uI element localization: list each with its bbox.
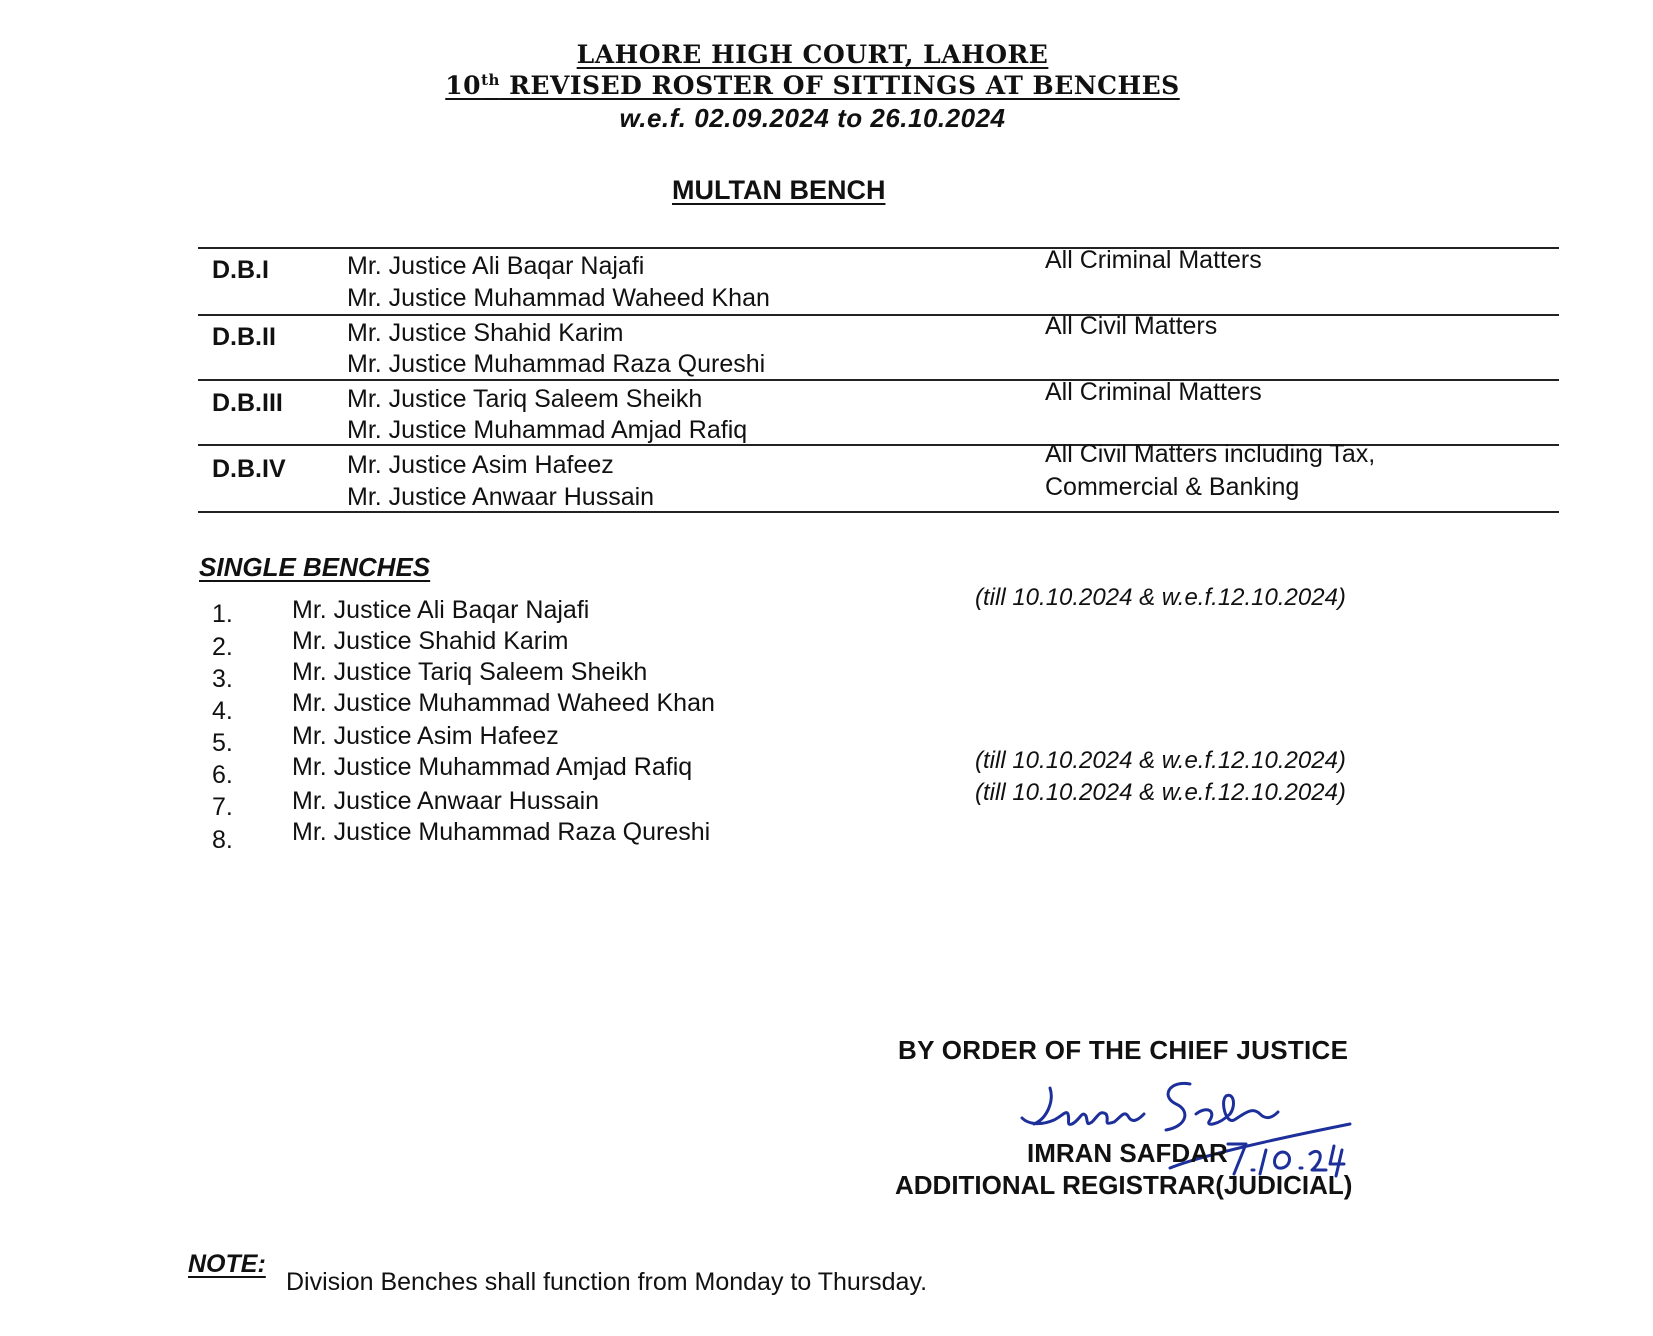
db-judge: Mr. Justice Asim Hafeez [347, 451, 614, 479]
note-label: NOTE: [188, 1250, 266, 1278]
sb-number: 2. [212, 633, 233, 661]
sb-judge: Mr. Justice Ali Baqar Najafi [292, 596, 590, 624]
db-judge: Mr. Justice Shahid Karim [347, 319, 624, 347]
table-rule [198, 247, 1559, 249]
db-code: D.B.III [212, 389, 283, 417]
db-matters: All Civil Matters [1045, 312, 1218, 340]
db-judge: Mr. Justice Anwaar Hussain [347, 483, 655, 511]
sb-judge: Mr. Justice Anwaar Hussain [292, 787, 600, 815]
db-judge: Mr. Justice Ali Baqar Najafi [347, 252, 645, 280]
sb-number: 4. [212, 697, 233, 725]
db-judge: Mr. Justice Muhammad Raza Qureshi [347, 350, 766, 378]
roster-number: 10 [445, 71, 482, 100]
table-rule [198, 379, 1559, 381]
roster-title-text: REVISED ROSTER OF SITTINGS AT BENCHES [499, 71, 1180, 100]
roster-ordinal: th [481, 71, 500, 89]
sb-number: 1. [212, 600, 233, 628]
db-matters: Commercial & Banking [1045, 473, 1300, 501]
db-judge: Mr. Justice Tariq Saleem Sheikh [347, 385, 703, 413]
effective-dates: w.e.f. 02.09.2024 to 26.10.2024 [619, 103, 1006, 133]
single-benches-title: SINGLE BENCHES [199, 552, 431, 582]
court-title: LAHORE HIGH COURT, LAHORE [576, 40, 1049, 69]
db-code: D.B.II [212, 323, 276, 351]
sb-judge: Mr. Justice Muhammad Raza Qureshi [292, 818, 711, 846]
db-matters: All Criminal Matters [1045, 246, 1262, 274]
sb-judge: Mr. Justice Muhammad Amjad Rafiq [292, 753, 693, 781]
sb-number: 7. [212, 793, 233, 821]
db-matters: All Criminal Matters [1045, 378, 1262, 406]
signatory-name: IMRAN SAFDAR [1027, 1138, 1228, 1168]
sb-note: (till 10.10.2024 & w.e.f.12.10.2024) [975, 779, 1346, 806]
sb-judge: Mr. Justice Tariq Saleem Sheikh [292, 658, 648, 686]
bench-title: MULTAN BENCH [672, 175, 886, 205]
order-line: BY ORDER OF THE CHIEF JUSTICE [898, 1035, 1349, 1065]
sb-judge: Mr. Justice Muhammad Waheed Khan [292, 689, 715, 717]
db-judge: Mr. Justice Muhammad Waheed Khan [347, 284, 770, 312]
sb-note: (till 10.10.2024 & w.e.f.12.10.2024) [975, 747, 1346, 774]
db-code: D.B.I [212, 256, 269, 284]
roster-title [0, 71, 1639, 100]
note-text: Division Benches shall function from Monday to Thursday. [286, 1268, 928, 1296]
db-matters: All Civil Matters including Tax, [1045, 440, 1376, 468]
sb-note: (till 10.10.2024 & w.e.f.12.10.2024) [975, 584, 1346, 611]
db-code: D.B.IV [212, 455, 286, 483]
signatory-title: ADDITIONAL REGISTRAR(JUDICIAL) [895, 1170, 1353, 1200]
sb-number: 6. [212, 761, 233, 789]
sb-judge: Mr. Justice Shahid Karim [292, 627, 569, 655]
sb-number: 5. [212, 729, 233, 757]
sb-number: 3. [212, 665, 233, 693]
sb-number: 8. [212, 826, 233, 854]
table-rule [198, 314, 1559, 316]
sb-judge: Mr. Justice Asim Hafeez [292, 722, 559, 750]
db-judge: Mr. Justice Muhammad Amjad Rafiq [347, 416, 748, 444]
